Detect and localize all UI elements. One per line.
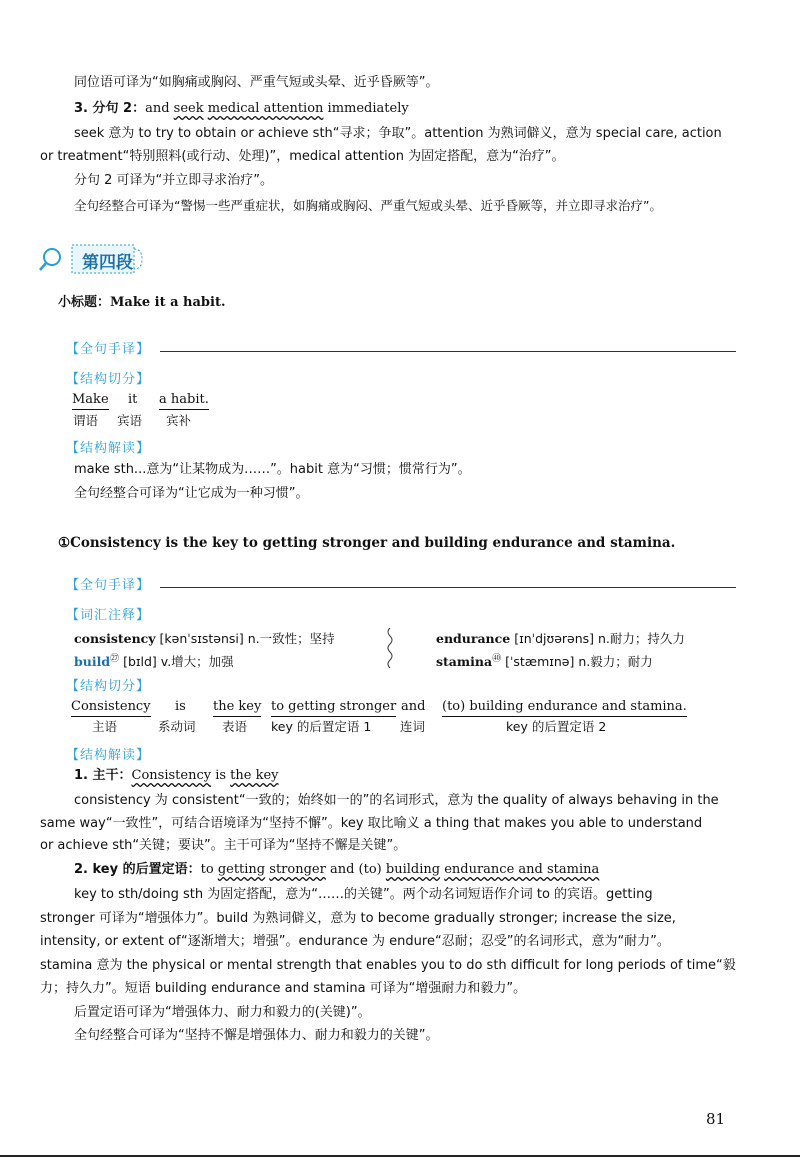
struct-role: 谓语 [73, 413, 99, 428]
section-header [38, 243, 168, 281]
text-line: 分句 2 可译为“并立即寻求治疗”。 [74, 173, 274, 188]
page-number: 81 [706, 1110, 726, 1128]
heading-number: 3. 分句 2： [74, 101, 146, 116]
full-translation-tag: 【全句手译】 [66, 342, 151, 357]
analysis-tag: 【结构解读】 [66, 441, 151, 456]
struct-word: is [175, 699, 186, 714]
subtitle-label: 小标题： [58, 295, 111, 310]
word-stronger: stronger [269, 862, 326, 877]
vocab-word: consistency [74, 631, 156, 646]
vocab-definition: [kənˈsɪstənsi] n.一致性；坚持 [155, 631, 335, 646]
subheading-main-clause [74, 768, 279, 784]
structure-tag: 【结构切分】 [66, 372, 151, 387]
word-immediately: immediately [323, 101, 409, 116]
struct-role: 连词 [400, 719, 426, 734]
footer-rule [0, 1155, 800, 1157]
text-line: 全句经整合可译为“让它成为一种习惯”。 [74, 486, 309, 501]
subtitle [58, 295, 226, 311]
vocab-definition: [bɪld] v.增大；加强 [119, 654, 234, 670]
vocab-word: endurance [436, 631, 511, 646]
struct-word: and [401, 699, 426, 714]
text-line: same way“一致性”，可结合语境译为“坚持不懈”。key 取比喻义 a thing that makes you able to understand [40, 816, 703, 831]
struct-role: 主语 [92, 719, 118, 734]
answer-line [160, 351, 736, 352]
text-line: 同位语可译为“如胸痛或胸闷、严重气短或头晕、近乎昏厥等”。 [74, 75, 439, 90]
struct-word: Make [72, 392, 109, 410]
text-line: stamina 意为 the physical or mental strength that enables you to do sth difficult for long periods of time“毅 [40, 958, 736, 973]
subheading-clause-2 [74, 101, 409, 117]
word-is: is [211, 768, 231, 783]
text-line: make sth...意为“让某物成为……”。habit 意为“习惯；惯常行为”。 [74, 462, 471, 477]
word-and-to: and (to) [325, 862, 386, 877]
word-seek: seek [173, 101, 204, 116]
struct-word: Consistency [71, 699, 151, 717]
sentence-title: ①Consistency is the key to getting stronger and building endurance and stamina. [58, 535, 676, 551]
vocab-entry-build [74, 651, 234, 670]
text-line: intensity, or extent of“逐渐增大；增强”。endurance 为 endure“忍耐；忍受”的名词形式，意为“耐力”。 [40, 934, 670, 949]
vocab-word: stamina [436, 654, 493, 670]
section-title: 第四段 [82, 253, 133, 273]
word-to: to [200, 862, 218, 877]
struct-role: 宾补 [166, 413, 192, 428]
vocab-entry-endurance [436, 629, 685, 647]
struct-role: key 的后置定语 2 [506, 719, 607, 734]
struct-word: the key [213, 699, 261, 717]
vocab-index: ㉗ [110, 654, 120, 664]
subtitle-text: Make it a habit. [110, 295, 226, 310]
heading-number: 2. key 的后置定语： [74, 862, 201, 877]
vocab-definition: [ɪnˈdjʊərəns] n.耐力；持久力 [510, 631, 685, 646]
vocab-entry-stamina [436, 651, 653, 670]
word-getting: getting [217, 862, 266, 877]
text-line: seek 意为 to try to obtain or achieve sth“寻求；争取”。attention 为熟词僻义，意为 special care, action [74, 126, 722, 141]
text-line: stronger 可译为“增强体力”。build 为熟词僻义，意为 to become gradually stronger; increase the size, [40, 911, 676, 926]
subheading-attributive [74, 862, 599, 878]
text-line: or treatment“特别照料(或行动、处理)”，medical attention 为固定搭配，意为“治疗”。 [40, 149, 565, 164]
struct-word: (to) building endurance and stamina. [442, 699, 687, 717]
analysis-tag: 【结构解读】 [66, 748, 151, 763]
structure-tag: 【结构切分】 [66, 679, 151, 694]
full-translation-tag: 【全句手译】 [66, 578, 151, 593]
text-line: or achieve sth“关键；要诀”。主干可译为“坚持不懈是关键”。 [40, 838, 407, 853]
struct-word: a habit. [159, 392, 209, 410]
word-medical-attention: medical attention [207, 101, 324, 116]
divider-squiggle [384, 626, 396, 670]
vocab-entry-consistency [74, 629, 335, 647]
struct-role: 宾语 [117, 413, 143, 428]
text-line: 力；持久力”。短语 building endurance and stamina 可译为“增强耐力和毅力”。 [40, 981, 527, 996]
vocab-tag: 【词汇注释】 [66, 608, 151, 623]
struct-role: 表语 [222, 719, 248, 734]
vocab-word: build [74, 654, 111, 670]
text-line: 全句经整合可译为“警惕一些严重症状，如胸痛或胸闷、严重气短或头晕、近乎昏厥等，并立即寻求治疗”。 [74, 198, 662, 213]
word-and: and [145, 101, 174, 116]
word-building: building [385, 862, 441, 877]
text-line: consistency 为 consistent“一致的；始终如一的”的名词形式，意为 the quality of always behaving in the [74, 793, 719, 808]
vocab-definition: [ˈstæmɪnə] n.毅力；耐力 [501, 654, 653, 670]
text-line: 全句经整合可译为“坚持不懈是增强体力、耐力和毅力的关键”。 [74, 1028, 439, 1043]
struct-role: 系动词 [158, 719, 196, 734]
vocab-index: ㊵ [492, 654, 502, 664]
answer-line [160, 587, 736, 588]
struct-role: key 的后置定语 1 [271, 719, 372, 734]
word-consistency: Consistency [131, 768, 212, 783]
struct-word: it [128, 392, 138, 407]
struct-word: to getting stronger [271, 699, 396, 717]
heading-number: 1. 主干： [74, 768, 132, 783]
text-line: 后置定语可译为“增强体力、耐力和毅力的(关键)”。 [74, 1005, 371, 1020]
text-line: key to sth/doing sth 为固定搭配，意为“……的关键”。两个动名词短语作介词 to 的宾语。getting [74, 887, 653, 902]
word-the-key: the key [230, 768, 279, 783]
word-endurance-and-stamina: endurance and stamina [444, 862, 600, 877]
